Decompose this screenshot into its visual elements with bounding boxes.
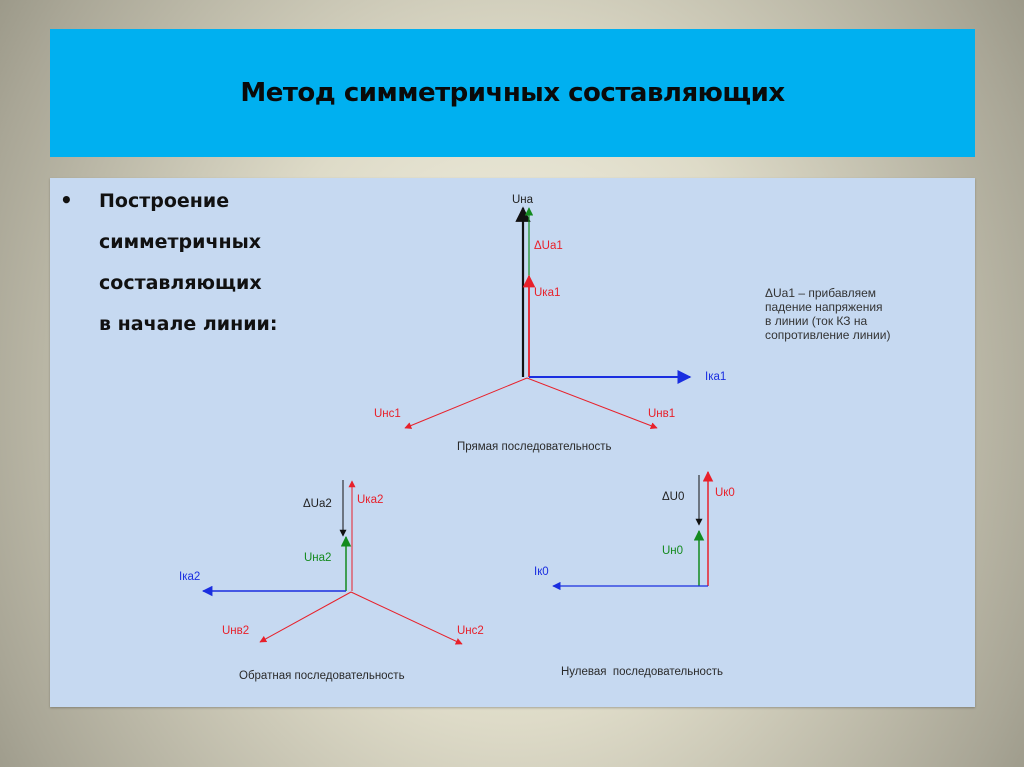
label-i-ka1: Iка1 xyxy=(705,371,727,383)
label-u-na: Uна xyxy=(512,194,534,206)
bullet-dot-icon: • xyxy=(60,188,73,212)
note-line: падение напряжения xyxy=(765,300,883,314)
content-panel xyxy=(50,178,975,707)
zero-sequence-diagram xyxy=(534,472,735,678)
u-nc1-arrow-icon xyxy=(405,378,527,428)
bullet-line: составляющих xyxy=(99,272,262,294)
caption-negative: Обратная последовательность xyxy=(239,670,405,682)
label-du-a1: ΔUa1 xyxy=(534,240,563,252)
bullet-line: в начале линии: xyxy=(99,313,278,335)
u-nv1-arrow-icon xyxy=(527,378,657,428)
caption-positive: Прямая последовательность xyxy=(457,441,612,453)
title-band xyxy=(50,29,975,157)
negative-sequence-diagram xyxy=(179,480,484,682)
label-u-k0: Uк0 xyxy=(715,487,735,499)
label-u-nv1: Uнв1 xyxy=(648,408,676,420)
label-du-a2: ΔUa2 xyxy=(303,498,332,510)
bullet-line: симметричных xyxy=(99,231,262,253)
label-u-nv2: Uнв2 xyxy=(222,625,250,637)
label-u-ka1: Uка1 xyxy=(534,287,561,299)
label-u-nc2: Uнс2 xyxy=(457,625,484,637)
note-line: в линии (ток КЗ на xyxy=(765,314,868,328)
label-du-0: ΔU0 xyxy=(662,491,685,503)
u-nc2-arrow-icon xyxy=(351,592,462,644)
slide-title: Метод симметричных составляющих xyxy=(240,78,785,108)
bullet-line: Построение xyxy=(99,190,230,212)
caption-zero: Нулевая последовательность xyxy=(561,666,723,678)
phasor-diagrams xyxy=(50,178,975,707)
label-i-k0: Iк0 xyxy=(534,566,549,578)
label-u-ka2: Uка2 xyxy=(357,494,384,506)
note-line: ΔUa1 – прибавляем xyxy=(765,286,877,300)
label-u-n0: Uн0 xyxy=(662,545,684,557)
label-i-ka2: Iка2 xyxy=(179,571,201,583)
label-u-na2: Uна2 xyxy=(304,552,332,564)
positive-sequence-diagram xyxy=(374,194,726,453)
u-nv2-arrow-icon xyxy=(260,592,351,642)
label-u-nc1: Uнс1 xyxy=(374,408,401,420)
note-line: сопротивление линии) xyxy=(765,328,891,342)
